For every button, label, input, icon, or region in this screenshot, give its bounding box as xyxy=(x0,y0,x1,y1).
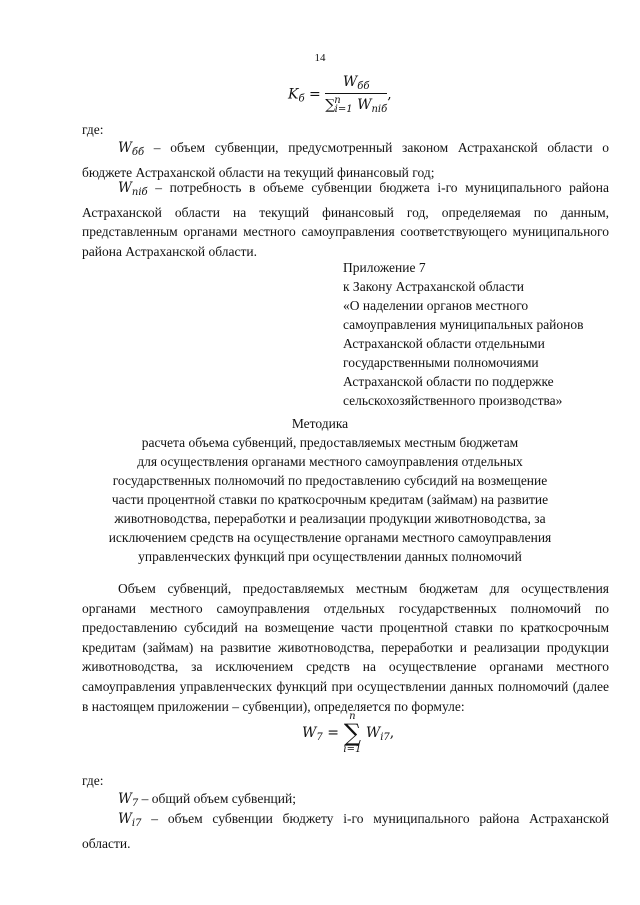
method-line: расчета объема субвенций, предоставляемых местным бюджетам xyxy=(141,435,519,450)
formula-k6-eq: = xyxy=(309,86,321,103)
def4-symbol: W xyxy=(118,811,132,827)
method-subtitle xyxy=(60,433,600,566)
where-label-2: где: xyxy=(82,773,104,788)
sum-sign: ∑ xyxy=(325,97,336,113)
appendix-line: государственными полномочиями xyxy=(343,355,539,370)
def4-text: – объем субвенции бюджету i-го муниципального района Астраханской области. xyxy=(82,811,609,851)
numerator-var: W xyxy=(342,74,358,90)
formula-k6-fraction xyxy=(325,74,387,115)
method-line: государственных полномочий по предоставлению субсидий на возмещение xyxy=(112,473,548,488)
def4-sub: i7 xyxy=(131,818,142,829)
denominator-var: W xyxy=(357,97,372,113)
sum-sup: n xyxy=(334,95,341,106)
page-number: 14 xyxy=(314,52,326,64)
appendix-line: Астраханской области отдельными xyxy=(343,336,545,351)
appendix-line: самоуправления муниципальных районов xyxy=(343,317,584,332)
formula-w7-trail: , xyxy=(389,725,395,741)
formula-w7-lhs: W xyxy=(302,725,317,741)
formula-k6-lhs-sub: б xyxy=(298,93,305,105)
formula-w7-lhs-sub: 7 xyxy=(316,732,323,743)
def3-text: – общий объем субвенций; xyxy=(138,791,296,806)
formula-w7-var: W xyxy=(365,725,381,741)
method-line: животноводства, переработки и реализации продукции животноводства, за xyxy=(114,511,546,526)
def2-text: – потребность в объеме субвенции бюджета i-го муниципального района Астраханской области на текущий финансовый год, определяемая по данным, представленным органами местного самоуправления соответствующего муниципального района Астраханской области. xyxy=(82,180,609,259)
sum-lower-limit: i=1 xyxy=(343,744,362,755)
def3-symbol: W xyxy=(118,791,132,807)
method-line: управленческих функций при осуществлении данных полномочий xyxy=(138,549,522,564)
formula-w7 xyxy=(302,711,394,755)
def1-text: – объем субвенции, предусмотренный законом Астраханской области о бюджете Астраханской области на текущий финансовый год; xyxy=(82,140,609,180)
formula-k6-denominator xyxy=(325,94,387,115)
def2-symbol: W xyxy=(118,180,132,196)
appendix-line: сельскохозяйственного производства» xyxy=(343,393,563,408)
def2-sub: пiб xyxy=(131,187,148,198)
sum-sub: i=1 xyxy=(334,104,353,115)
sum-sign: ∑ xyxy=(343,719,361,747)
def1-sub: бб xyxy=(131,147,145,158)
formula-k6-numerator xyxy=(325,74,387,94)
definition-wni6 xyxy=(82,178,609,261)
denominator-sub: пiб xyxy=(371,104,388,115)
method-line: для осуществления органами местного самоуправления отдельных xyxy=(137,454,523,469)
definition-wi7 xyxy=(82,809,609,853)
appendix-header xyxy=(343,258,598,410)
formula-k6 xyxy=(288,74,392,115)
formula-k6-trail: , xyxy=(387,86,392,103)
sum-upper-limit: n xyxy=(349,711,356,722)
definition-w66 xyxy=(82,138,609,182)
method-line: исключением средств на осуществление органами местного самоуправления xyxy=(108,530,552,545)
formula-w7-sum xyxy=(343,711,361,755)
def1-symbol: W xyxy=(118,140,132,156)
appendix-line: Астраханской области по поддержке xyxy=(343,374,554,389)
formula-w7-eq: = xyxy=(327,725,339,741)
numerator-sub: бб xyxy=(357,81,370,92)
formula-k6-lhs: K xyxy=(288,86,299,103)
appendix-line: «О наделении органов местного xyxy=(343,298,529,313)
def3-sub: 7 xyxy=(131,798,139,809)
where-label-1: где: xyxy=(82,122,104,137)
method-title: Методика xyxy=(291,416,349,431)
appendix-line: Приложение 7 xyxy=(343,260,426,275)
formula-w7-var-sub: i7 xyxy=(380,732,390,743)
appendix-line: к Закону Астраханской области xyxy=(343,279,525,294)
method-line: части процентной ставки по краткосрочным кредитам (займам) на развитие xyxy=(111,492,549,507)
body-paragraph: Объем субвенций, предоставляемых местным бюджетам для осуществления органами местного самоуправления отдельных государственных полномочий по предоставлению субсидий на возмещение части процентной ставки по краткосрочным кредитам (займам) на развитие животноводства, переработки и реализации продукции животноводства, за исключением средств на осуществление органами местного самоуправления управленческих функций при осуществлении данных полномочий (далее в настоящем приложении – субвенции), определяется по формуле: xyxy=(82,581,609,714)
